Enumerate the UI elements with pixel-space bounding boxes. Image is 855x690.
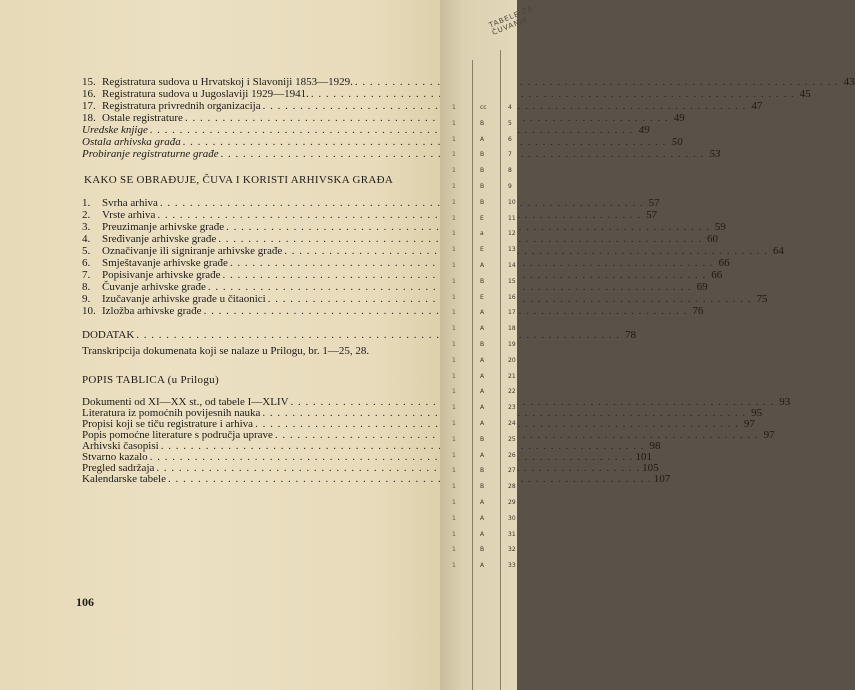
entry-title: Vrste arhiva — [102, 209, 156, 221]
adjacent-cell: B — [480, 198, 485, 206]
table-rule — [500, 50, 501, 690]
leader-dots — [284, 245, 768, 257]
adjacent-cell: B — [480, 467, 485, 475]
adjacent-cell: B — [480, 435, 485, 443]
entry-title: Čuvanje arhivske građe — [102, 281, 206, 293]
adjacent-cell: A — [480, 419, 485, 427]
entry-number: 1. — [82, 197, 91, 209]
toc-entry — [82, 112, 685, 124]
adjacent-cell: 1 — [452, 514, 456, 522]
section-heading: POPIS TABLICA (u Prilogu) — [82, 374, 219, 386]
adjacent-cell: 1 — [452, 467, 456, 475]
entry-number: 17. — [82, 100, 96, 112]
adjacent-cell: 1 — [452, 261, 456, 269]
adjacent-cell: 1 — [452, 119, 456, 127]
adjacent-cell: 10 — [508, 198, 516, 206]
entry-page: 95 — [751, 407, 763, 419]
adjacent-cell: 31 — [508, 530, 516, 538]
entry-page: 47 — [751, 100, 763, 112]
toc-entry — [82, 473, 671, 485]
adjacent-cell: 24 — [508, 419, 516, 427]
leader-dots — [168, 473, 652, 485]
adjacent-cell: E — [480, 214, 484, 222]
adjacent-cell: 9 — [508, 182, 512, 190]
adjacent-cell: 1 — [452, 230, 456, 238]
adjacent-cell: 1 — [452, 404, 456, 412]
adjacent-cell: A — [480, 388, 485, 396]
adjacent-cell: 1 — [452, 151, 456, 159]
adjacent-cell: 25 — [508, 435, 516, 443]
entry-page: 107 — [653, 473, 671, 485]
adjacent-cell: B — [480, 483, 485, 491]
leader-dots — [136, 329, 620, 341]
table-rule — [472, 60, 473, 690]
entry-number: 6. — [82, 257, 91, 269]
entry-page: 69 — [696, 281, 708, 293]
entry-page: 45 — [799, 88, 811, 100]
entry-title: Probiranje registraturne građe — [82, 148, 219, 160]
adjacent-cell: 1 — [452, 388, 456, 396]
toc-entry — [82, 136, 683, 148]
adjacent-cell: A — [480, 309, 485, 317]
adjacent-cell: 28 — [508, 483, 516, 491]
entry-number: 16. — [82, 88, 96, 100]
adjacent-cell: E — [480, 246, 484, 254]
adjacent-cell: 8 — [508, 167, 512, 175]
entry-page: 66 — [718, 257, 730, 269]
adjacent-cell: 16 — [508, 293, 516, 301]
entry-number: 5. — [82, 245, 91, 257]
adjacent-cell: 1 — [452, 167, 456, 175]
entry-page: 101 — [635, 451, 652, 463]
entry-title: Registratura sudova u Jugoslaviji 1929—1941. — [102, 88, 309, 100]
entry-page: 64 — [772, 245, 784, 257]
entry-number: 4. — [82, 233, 91, 245]
entry-title: Svrha arhiva — [102, 197, 158, 209]
adjacent-cell: 1 — [452, 498, 456, 506]
entry-number: 3. — [82, 221, 91, 233]
adjacent-cell: 29 — [508, 498, 516, 506]
entry-page: 105 — [642, 462, 659, 474]
entry-title: Arhivski časopisi — [82, 440, 159, 452]
adjacent-cell: 1 — [452, 435, 456, 443]
adjacent-cell: A — [480, 451, 485, 459]
entry-page: 49 — [673, 112, 685, 124]
entry-title: Sređivanje arhivske građe — [102, 233, 217, 245]
leader-dots — [150, 124, 634, 136]
adjacent-cell: A — [480, 135, 485, 143]
adjacent-cell: A — [480, 562, 485, 570]
entry-title: Popis pomoćne literature s područja uprave — [82, 429, 273, 441]
entry-number: 7. — [82, 269, 91, 281]
adjacent-cell: 1 — [452, 325, 456, 333]
entry-page: 60 — [706, 233, 718, 245]
entry-title: DODATAK — [82, 329, 135, 341]
entry-page: 57 — [646, 209, 658, 221]
adjacent-cell: 30 — [508, 514, 516, 522]
adjacent-cell: 11 — [508, 214, 516, 222]
adjacent-cell: A — [480, 356, 485, 364]
adjacent-cell: 17 — [508, 309, 516, 317]
entry-number: 15. — [82, 76, 96, 88]
toc-entry — [82, 221, 726, 233]
entry-title: Smještavanje arhivske građe — [102, 257, 228, 269]
adjacent-cell: 32 — [508, 546, 516, 554]
adjacent-cell: 1 — [452, 340, 456, 348]
adjacent-cell: 26 — [508, 451, 516, 459]
adjacent-cell: 33 — [508, 562, 516, 570]
adjacent-cell: A — [480, 372, 485, 380]
adjacent-cell: 1 — [452, 419, 456, 427]
adjacent-cell: 1 — [452, 198, 456, 206]
adjacent-cell: B — [480, 546, 485, 554]
entry-title: Ostale registrature — [102, 112, 183, 124]
entry-title: Popisivanje arhivske građe — [102, 269, 221, 281]
adjacent-cell: 21 — [508, 372, 516, 380]
adjacent-cell: 1 — [452, 451, 456, 459]
adjacent-page-header: TABELE ZA ČUVANJE — [488, 4, 535, 37]
toc-entry — [82, 124, 650, 136]
adjacent-col-1 — [452, 100, 456, 574]
entry-page: 50 — [671, 136, 683, 148]
adjacent-cell: 4 — [508, 104, 512, 111]
adjacent-cell: 1 — [452, 104, 456, 111]
adjacent-cell: 1 — [452, 214, 456, 222]
entry-title: Označivanje ili signiranje arhivske građe — [102, 245, 283, 257]
entry-title: Uredske knjige — [82, 124, 148, 136]
entry-page: 76 — [692, 305, 704, 317]
adjacent-cell: A — [480, 325, 485, 333]
entry-page: 57 — [648, 197, 660, 209]
adjacent-cell: 19 — [508, 340, 516, 348]
adjacent-cell: A — [480, 514, 485, 522]
entry-page: 93 — [779, 396, 791, 408]
adjacent-cell: 1 — [452, 309, 456, 317]
adjacent-cell: 1 — [452, 530, 456, 538]
entry-title: Propisi koji se tiču registrature i arhiva — [82, 418, 254, 430]
entry-number: 8. — [82, 281, 91, 293]
entry-page: 49 — [638, 124, 650, 136]
entry-page: 97 — [763, 429, 775, 441]
page-number: 106 — [76, 595, 94, 609]
adjacent-cell: E — [480, 293, 484, 301]
entry-title: Registratura sudova u Hrvatskoj i Slavoniji 1853—1929. — [102, 76, 353, 88]
adjacent-cell: B — [480, 277, 485, 285]
entry-title: Literatura iz pomoćnih povijesnih nauka — [82, 407, 261, 419]
entry-number: 18. — [82, 112, 96, 124]
adjacent-cell: a — [480, 230, 484, 238]
adjacent-cell: B — [480, 167, 485, 175]
adjacent-cell: 1 — [452, 356, 456, 364]
entry-page: 43 — [843, 76, 855, 88]
adjacent-cell: 1 — [452, 293, 456, 301]
adjacent-cell: 5 — [508, 119, 512, 127]
adjacent-cell: A — [480, 261, 485, 269]
adjacent-cell: 20 — [508, 356, 516, 364]
adjacent-cell: 1 — [452, 135, 456, 143]
adjacent-cell: 1 — [452, 546, 456, 554]
adjacent-col-3 — [508, 100, 516, 574]
adjacent-cell: 14 — [508, 261, 516, 269]
adjacent-cell: 12 — [508, 230, 516, 238]
adjacent-cell: 23 — [508, 404, 516, 412]
entry-page: 53 — [709, 148, 721, 160]
adjacent-cell: B — [480, 182, 485, 190]
leader-dots — [157, 209, 641, 221]
adjacent-cell: 1 — [452, 562, 456, 570]
entry-number: 2. — [82, 209, 91, 221]
adjacent-cell: 1 — [452, 483, 456, 491]
entry-number: 10. — [82, 305, 96, 317]
adjacent-cell: 15 — [508, 277, 516, 285]
adjacent-cell: B — [480, 151, 485, 159]
leader-dots — [355, 76, 839, 88]
toc-entry — [82, 88, 811, 100]
entry-title: Izučavanje arhivske građe u čitaonici — [102, 293, 266, 305]
entry-page: 75 — [756, 293, 768, 305]
adjacent-cell: 22 — [508, 388, 516, 396]
entry-number: 9. — [82, 293, 91, 305]
adjacent-cell: A — [480, 498, 485, 506]
adjacent-cell: 1 — [452, 372, 456, 380]
adjacent-col-2 — [480, 100, 487, 574]
leader-dots — [183, 136, 667, 148]
adjacent-cell: 6 — [508, 135, 512, 143]
entry-title: Kalendarske tabele — [82, 473, 166, 485]
adjacent-cell: 1 — [452, 246, 456, 254]
adjacent-cell: cc — [480, 104, 487, 111]
transkripcija-line: Transkripcija dokumenata koji se nalaze u Prilogu, br. 1—25, 28. — [82, 345, 370, 357]
adjacent-cell: B — [480, 340, 485, 348]
leader-dots — [185, 112, 669, 124]
adjacent-cell: 27 — [508, 467, 516, 475]
adjacent-cell: 1 — [452, 182, 456, 190]
entry-title: Registratura privrednih organizacija — [102, 100, 261, 112]
adjacent-cell: 13 — [508, 246, 516, 254]
entry-page: 66 — [711, 269, 723, 281]
leader-dots — [311, 88, 795, 100]
adjacent-cell: 18 — [508, 325, 516, 333]
section-heading: KAKO SE OBRAĐUJE, ČUVA I KORISTI ARHIVSKA GRAĐA — [84, 174, 394, 186]
entry-page: 78 — [625, 329, 637, 341]
adjacent-cell: 1 — [452, 277, 456, 285]
entry-title: Izložba arhivske građe — [102, 305, 202, 317]
adjacent-cell: A — [480, 530, 485, 538]
entry-title: Dokumenti od XI—XX st., od tabele I—XLIV — [82, 396, 289, 408]
entry-title: Stvarno kazalo — [82, 451, 148, 463]
toc-entry — [82, 148, 721, 160]
adjacent-page — [440, 0, 535, 690]
entry-page: 59 — [714, 221, 726, 233]
adjacent-cell: A — [480, 404, 485, 412]
adjacent-cell: 7 — [508, 151, 512, 159]
leader-dots — [160, 197, 644, 209]
entry-page: 98 — [649, 440, 661, 452]
adjacent-cell: B — [480, 119, 485, 127]
entry-page: 97 — [743, 418, 755, 430]
entry-title: Ostala arhivska građa — [82, 136, 181, 148]
entry-title: Preuzimanje arhivske građe — [102, 221, 225, 233]
entry-title: Pregled sadržaja — [82, 462, 155, 474]
toc-entry — [82, 76, 855, 88]
